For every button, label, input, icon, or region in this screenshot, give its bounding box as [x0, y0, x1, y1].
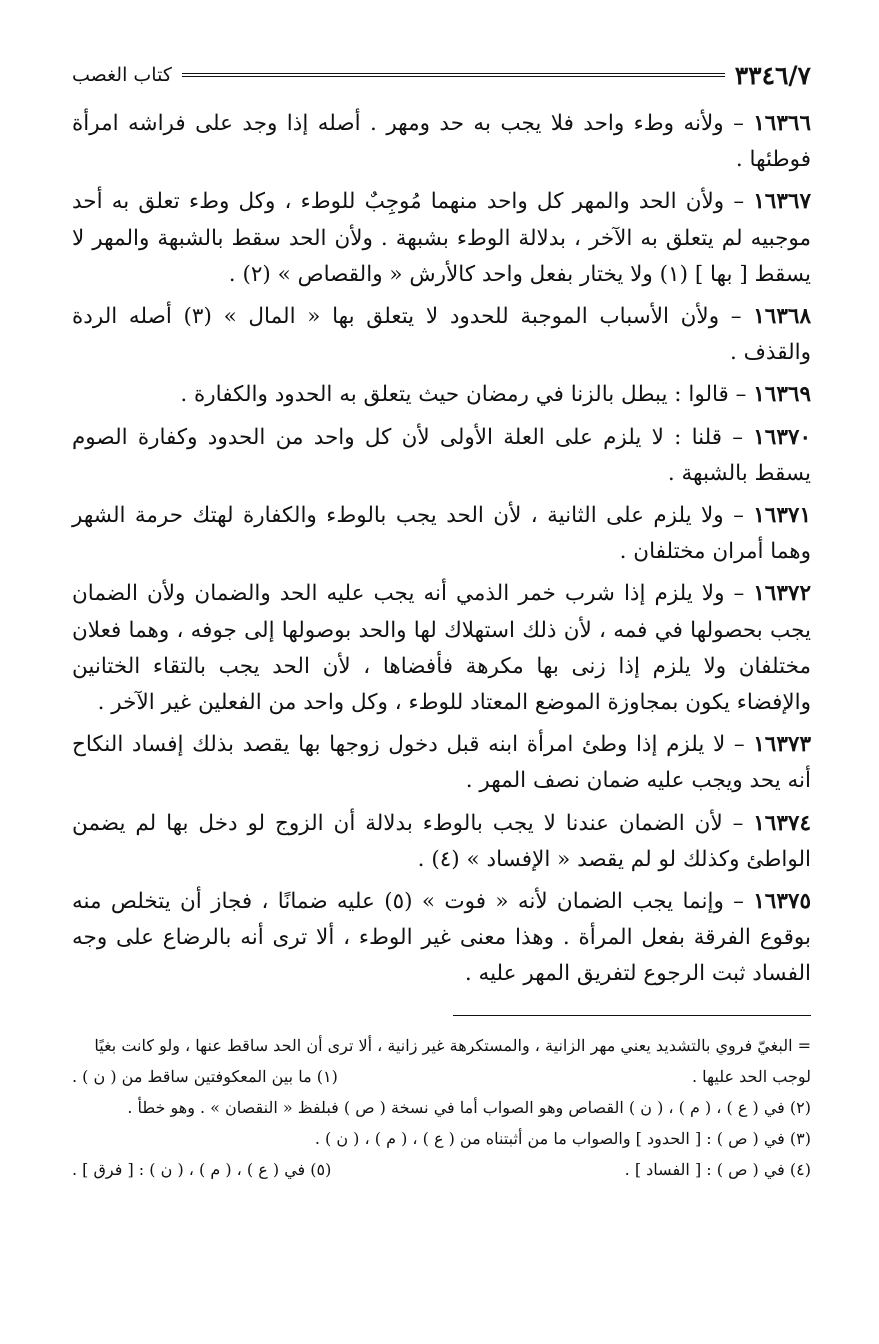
- paragraph-16375: [72, 884, 811, 993]
- main-text: [72, 106, 811, 993]
- footnote-row-4-5: [72, 1154, 811, 1185]
- footnote-1: (١) ما بين المعكوفتين ساقط من ( ن ) .: [72, 1066, 338, 1086]
- paragraph-16368: [72, 299, 811, 371]
- paragraph-number: ١٦٣٦٦: [753, 111, 811, 136]
- paragraph-number: ١٦٣٧٤: [753, 810, 811, 836]
- paragraph-text: – ولأنه وطء واحد فلا يجب به حد ومهر . أصله إذا وجد على فراشه امرأة فوطئها .: [72, 111, 811, 173]
- paragraph-number: ١٦٣٧٥: [753, 889, 811, 915]
- footnote-row-1: [72, 1061, 811, 1092]
- paragraph-number: ١٦٣٦٨: [753, 304, 811, 330]
- footnote-3: (٣) في ( ص ) : [ الحدود ] والصواب ما من أثبتناه من ( ع ) ، ( م ) ، ( ن ) .: [314, 1128, 811, 1148]
- footnote-divider: [453, 1015, 811, 1016]
- paragraph-text: – قالوا : يبطل بالزنا في رمضان حيث يتعلق به الحدود والكفارة .: [180, 382, 754, 408]
- paragraph-number: ١٦٣٧٣: [753, 732, 811, 758]
- paragraph-text: – قلنا : لا يلزم على العلة الأولى لأن كل واحد من الحدود وكفارة الصوم يسقط بالشبهة .: [72, 424, 811, 486]
- page-header: [72, 58, 811, 92]
- footnote-4: (٤) في ( ص ) : [ الفساد ] .: [624, 1159, 811, 1179]
- header-rule: [182, 73, 725, 77]
- footnote-5: (٥) في ( ع ) ، ( م ) ، ( ن ) : [ فرق ] .: [72, 1159, 332, 1179]
- book-title: كتاب الغصب: [72, 64, 172, 86]
- paragraph-16366: [72, 106, 811, 178]
- paragraph-16372: [72, 576, 811, 721]
- footnote-continuation-end: لوجب الحد عليها .: [691, 1066, 811, 1086]
- paragraph-text: – وإنما يجب الضمان لأنه « فوت » (٥) عليه ضمانًا ، فجاز أن يتخلص منه بوقوع الفرقة بفعل المرأة . وهذا معنى غير الوطء ، ألا ترى أنه بالرضاع على وجه الفساد ثبت الرجوع لتفريق المهر عليه .: [72, 889, 811, 987]
- paragraph-16367: [72, 184, 811, 293]
- paragraph-number: ١٦٣٦٩: [753, 382, 811, 408]
- footnote-continuation: = البغيّ فروي بالتشديد يعني مهر الزانية ، والمستكرهة غير زانية ، ألا ترى أن الحد ساقط عنها ، ولو كانت بغيًا: [94, 1035, 811, 1055]
- paragraph-16369: [72, 377, 811, 413]
- paragraph-text: – ولا يلزم إذا شرب خمر الذمي أنه يجب عليه الحد والضمان ولأن الضمان يجب بحصولها في فمه ، لأن ذلك استهلاك لها والحد بوصولها إلى جوفه ، وهما فعلان مختلفان ولا يلزم إذا زنى بها مكرهة فأفضاها ، لأن الحد يجب بالتقاء الختانين والإفضاء يكون بمجاوزة الموضع المعتاد للوطء ، وكل واحد من الفعلين غير الآخر .: [72, 581, 811, 716]
- paragraph-number: ١٦٣٧٠: [753, 424, 811, 450]
- page-number: ٣٣٤٦/٧: [734, 60, 811, 90]
- paragraph-16373: [72, 727, 811, 799]
- paragraph-16370: [72, 420, 811, 492]
- paragraph-number: ١٦٣٦٧: [753, 189, 811, 215]
- paragraph-text: – ولأن الأسباب الموجبة للحدود لا يتعلق بها « المال » (٣) أصله الردة والقذف .: [72, 304, 811, 366]
- paragraph-text: – لا يلزم إذا وطئ امرأة ابنه قبل دخول زوجها بها يقصد بذلك إفساد النكاح أنه يحد ويجب عليه ضمان نصف المهر .: [72, 732, 811, 794]
- paragraph-number: ١٦٣٧٢: [753, 581, 811, 607]
- paragraph-number: ١٦٣٧١: [753, 503, 811, 529]
- paragraph-16371: [72, 498, 811, 570]
- paragraph-16374: [72, 806, 811, 878]
- paragraph-text: – لأن الضمان عندنا لا يجب بالوطء بدلالة أن الزوج لو دخل بها لم يضمن الواطئ وكذلك لو لم يقصد « الإفساد » (٤) .: [72, 810, 811, 872]
- paragraph-text: – ولا يلزم على الثانية ، لأن الحد يجب بالوطء والكفارة لهتك حرمة الشهر وهما أمران مختلفان .: [72, 503, 811, 565]
- footnotes: [72, 1030, 811, 1185]
- footnote-2: (٢) في ( ع ) ، ( م ) ، ( ن ) القصاص وهو الصواب أما في نسخة ( ص ) فبلفظ « النقصان » . وهو خطأ .: [127, 1097, 811, 1117]
- paragraph-text: – ولأن الحد والمهر كل واحد منهما مُوجِبٌ للوطء ، وكل وطء تعلق به أحد موجبيه لم يتعلق به الآخر ، بدلالة الوطء بشبهة . ولأن الحد سقط بالشبهة والمهر لا يسقط [ بها ] (١) ولا يختار بفعل واحد كالأرش « والقصاص » (٢) .: [72, 189, 811, 287]
